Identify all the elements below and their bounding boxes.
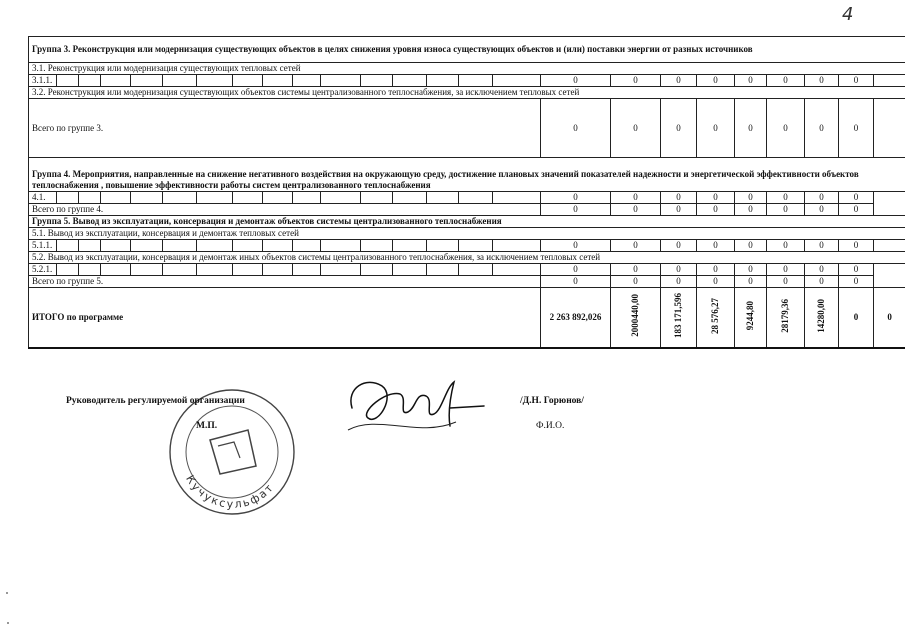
table-row	[29, 276, 905, 288]
vertical-value: 28 576,27	[697, 288, 735, 348]
cell-value: 0	[541, 192, 611, 204]
cell-value: 0	[767, 75, 805, 87]
cell-value: 0	[541, 75, 611, 87]
cell-value: 0	[611, 276, 661, 288]
page-number: 4	[842, 4, 854, 25]
cell-value: 0	[611, 264, 661, 276]
cell-value: 0	[839, 204, 874, 216]
fio-label: Ф.И.О.	[536, 421, 565, 431]
cell-value: 0	[805, 75, 839, 87]
cell-value: 0	[661, 240, 697, 252]
cell-value: 0	[697, 99, 735, 158]
cell-value: 0	[735, 240, 767, 252]
group3-sub1: 3.1. Реконструкция или модернизация существующих тепловых сетей	[29, 63, 905, 75]
cell-value: 0	[839, 264, 874, 276]
group3-total-label: Всего по группе 3.	[29, 99, 541, 158]
group5-sub2: 5.2. Вывод из эксплуатации, консервация и демонтаж иных объектов системы централизованного теплоснабжения, за исключением тепловых сетей	[29, 252, 905, 264]
cell-value: 0	[735, 75, 767, 87]
cell-value: 0	[611, 204, 661, 216]
vertical-value: 28179,36	[767, 288, 805, 348]
cell-value: 0	[735, 276, 767, 288]
cell-value: 0	[661, 264, 697, 276]
scan-speck	[6, 592, 8, 594]
scan-speck	[7, 622, 9, 624]
cell-value: 0	[735, 204, 767, 216]
table-row	[29, 99, 905, 158]
cell-value: 0	[735, 192, 767, 204]
cell-value: 0	[839, 75, 874, 87]
cell-value: 0	[805, 240, 839, 252]
cell-value: 0	[767, 99, 805, 158]
grand-total-value: 2 263 892,026	[541, 288, 611, 348]
cell-value: 0	[767, 240, 805, 252]
cell-value: 0	[767, 264, 805, 276]
group5-title: Группа 5. Вывод из эксплуатации, консервация и демонтаж объектов системы централизованного теплоснабжения	[29, 216, 905, 228]
cell-value: 0	[611, 99, 661, 158]
vertical-value: 183 171,596	[661, 288, 697, 348]
group5-sub1: 5.1. Вывод из эксплуатации, консервация и демонтаж тепловых сетей	[29, 228, 905, 240]
table-row	[29, 204, 905, 216]
cell-value: 0	[805, 264, 839, 276]
cell-value: 0	[661, 75, 697, 87]
row-label: 5.2.1.	[29, 264, 57, 276]
cell-value: 0	[839, 288, 874, 348]
vertical-value: 9244,80	[735, 288, 767, 348]
investment-program-table	[28, 36, 905, 349]
table-row	[29, 264, 905, 276]
cell-value: 0	[805, 99, 839, 158]
cell-value: 0	[697, 276, 735, 288]
stamp-place-label: М.П.	[196, 421, 218, 431]
cell-value: 0	[805, 276, 839, 288]
cell-value: 0	[611, 192, 661, 204]
manager-name: /Д.Н. Горюнов/	[520, 396, 584, 406]
cell-value: 0	[767, 276, 805, 288]
cell-value: 0	[839, 276, 874, 288]
cell-value: 0	[805, 204, 839, 216]
cell-value: 0	[541, 99, 611, 158]
handwritten-signature	[338, 368, 488, 438]
cell-value: 0	[611, 240, 661, 252]
row-label: 3.1.1.	[29, 75, 57, 87]
cell-value: 0	[661, 192, 697, 204]
cell-value: 0	[735, 99, 767, 158]
group3-sub2: 3.2. Реконструкция или модернизация существующих объектов системы централизованного теплоснабжения, за исключением тепловых сетей	[29, 87, 905, 99]
cell-value: 0	[541, 276, 611, 288]
row-label: 5.1.1.	[29, 240, 57, 252]
cell-value: 0	[697, 192, 735, 204]
table-row	[29, 240, 905, 252]
cell-value: 0	[697, 240, 735, 252]
cell-value: 0	[661, 204, 697, 216]
vertical-value: 14280,00	[805, 288, 839, 348]
cell-value: 0	[697, 75, 735, 87]
cell-value: 0	[735, 264, 767, 276]
cell-value: 0	[541, 204, 611, 216]
cell-value: 0	[839, 192, 874, 204]
stamp-text: Кучуксульфат	[183, 472, 277, 511]
group3-title: Группа 3. Реконструкция или модернизация существующих объектов в целях снижения уровня износа существующих объектов и (или) поставки энергии от разных источников	[29, 37, 905, 63]
group4-title: Группа 4. Мероприятия, направленные на снижение негативного воздействия на окружающую среду, достижение плановых значений показателей надежности и энергетической эффективности объектов теплоснабжения , повышение эффективности работы систем централизованного теплоснабжения	[29, 158, 905, 192]
cell-value: 0	[839, 99, 874, 158]
cell-value: 0	[697, 204, 735, 216]
group4-total-label: Всего по группе 4.	[29, 204, 541, 216]
cell-value: 0	[661, 99, 697, 158]
cell-value: 0	[541, 264, 611, 276]
cell-value: 0	[697, 264, 735, 276]
group5-total-label: Всего по группе 5.	[29, 276, 541, 288]
row-label: 4.1.	[29, 192, 57, 204]
vertical-value: 2000440,00	[611, 288, 661, 348]
manager-position: Руководитель регулируемой организации	[66, 396, 245, 406]
cell-value: 0	[805, 192, 839, 204]
cell-value: 0	[541, 240, 611, 252]
cell-value: 0	[767, 192, 805, 204]
table-row	[29, 75, 905, 87]
grand-total-label: ИТОГО по программе	[29, 288, 541, 348]
table-row	[29, 192, 905, 204]
cell-value: 0	[874, 288, 905, 348]
grand-total-row	[29, 288, 905, 348]
cell-value: 0	[839, 240, 874, 252]
cell-value: 0	[767, 204, 805, 216]
cell-value: 0	[661, 276, 697, 288]
cell-value: 0	[611, 75, 661, 87]
